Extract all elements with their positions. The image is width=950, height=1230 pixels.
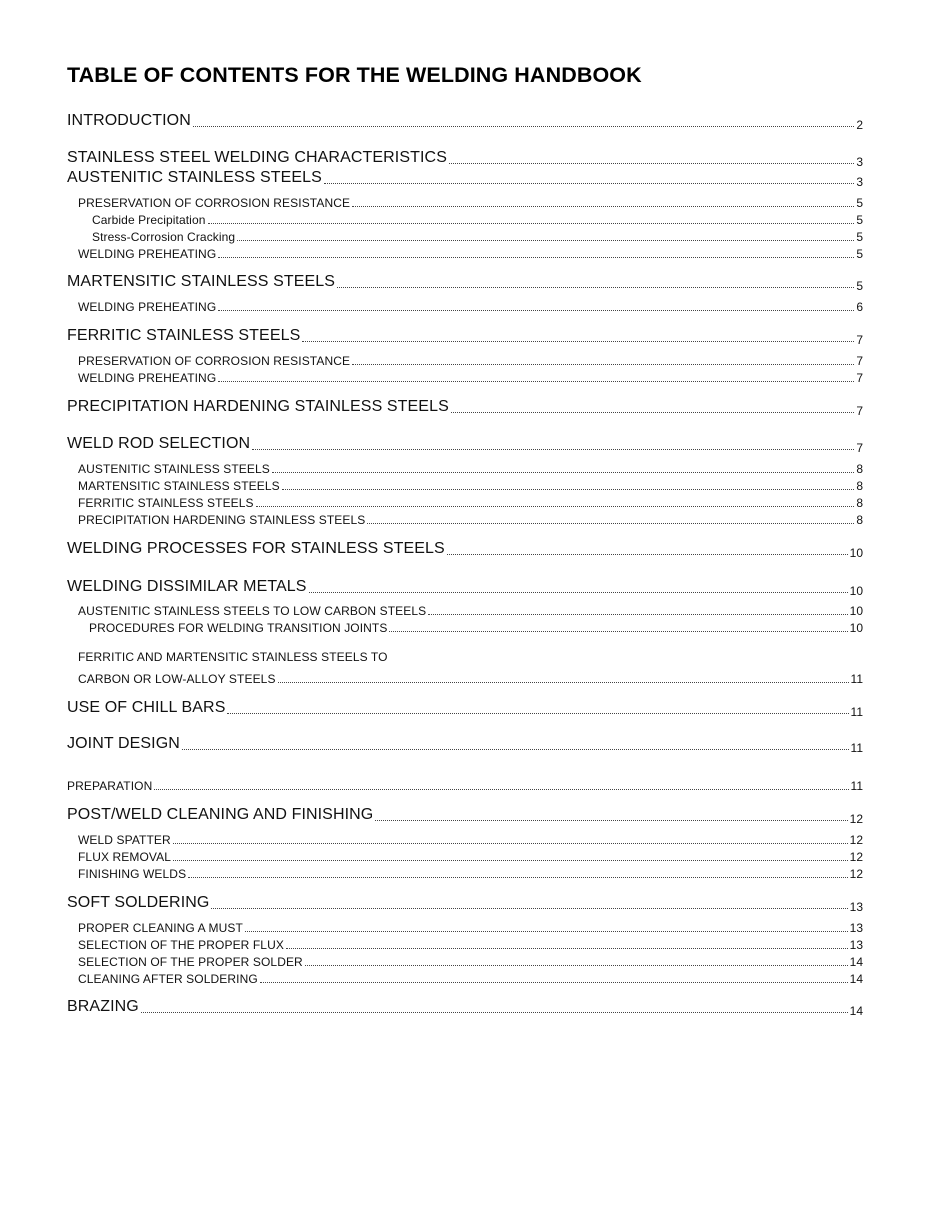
- page-title: TABLE OF CONTENTS FOR THE WELDING HANDBOOK: [67, 63, 642, 87]
- toc-entry-title: WELDING DISSIMILAR METALS: [67, 578, 307, 595]
- toc-leader-dots: [141, 1012, 848, 1013]
- toc-entry-page: 6: [856, 300, 863, 314]
- toc-entry-page: 5: [856, 230, 863, 244]
- toc-entry-title: FLUX REMOVAL: [78, 850, 171, 864]
- toc-entry-page: 11: [850, 705, 863, 719]
- toc-entry: [67, 892, 863, 912]
- toc-entry-title: WELD ROD SELECTION: [67, 435, 251, 452]
- toc-entry: [78, 365, 863, 385]
- toc-entry-title: PRECIPITATION HARDENING STAINLESS STEELS: [67, 398, 449, 415]
- toc-entry-page: 7: [856, 333, 863, 347]
- toc-entry-page: 12: [849, 867, 863, 881]
- toc-entry-title: MARTENSITIC STAINLESS STEELS: [78, 479, 280, 493]
- toc-entry-title: POST/WELD CLEANING AND FINISHING: [67, 806, 374, 823]
- toc-entry-title: CARBON OR LOW-ALLOY STEELS: [78, 672, 276, 686]
- toc-entry-title: Carbide Precipitation: [92, 213, 206, 227]
- toc-entry-page: 11: [850, 672, 863, 686]
- toc-entry: [78, 294, 863, 314]
- toc-entry-page: 12: [849, 850, 863, 864]
- toc-entry-page: 7: [856, 371, 863, 385]
- toc-entry-page: 8: [856, 462, 863, 476]
- toc-entry-title: PRESERVATION OF CORROSION RESISTANCE: [78, 196, 351, 210]
- toc-entry: [67, 804, 863, 824]
- toc-entry-page: 11: [850, 779, 863, 793]
- toc-leader-dots: [302, 341, 854, 342]
- toc-leader-dots: [188, 877, 847, 878]
- toc-leader-dots: [389, 631, 847, 632]
- toc-entry-title: AUSTENITIC STAINLESS STEELS TO LOW CARBON STEELS: [78, 604, 427, 618]
- toc-entry-title: AUSTENITIC STAINLESS STEELS: [78, 462, 270, 476]
- toc-entry-title: CLEANING AFTER SOLDERING: [78, 972, 258, 986]
- toc-leader-dots: [278, 682, 849, 683]
- toc-entry: [67, 110, 863, 130]
- toc-entry: [67, 996, 863, 1016]
- toc-leader-dots: [447, 554, 848, 555]
- toc-entry-page: 5: [856, 213, 863, 227]
- toc-entry-title: MARTENSITIC STAINLESS STEELS: [67, 273, 336, 290]
- toc-leader-dots: [324, 183, 854, 184]
- toc-entry: [67, 271, 863, 291]
- toc-entry-page: 13: [849, 900, 863, 914]
- toc-entry-page: 12: [849, 812, 863, 826]
- toc-leader-dots: [211, 908, 847, 909]
- toc-entry-title: PROCEDURES FOR WELDING TRANSITION JOINTS: [89, 621, 388, 635]
- toc-entry-page: 3: [856, 175, 863, 189]
- toc-entry: [67, 325, 863, 345]
- toc-entry-title: SELECTION OF THE PROPER FLUX: [78, 938, 284, 952]
- toc-entry-title: PRECIPITATION HARDENING STAINLESS STEELS: [78, 513, 366, 527]
- toc-entry: [67, 697, 863, 717]
- toc-entry: [67, 773, 863, 793]
- toc-entry-title: BRAZING: [67, 998, 139, 1015]
- toc-entry-title: PRESERVATION OF CORROSION RESISTANCE: [78, 354, 351, 368]
- toc-entry-page: 7: [856, 441, 863, 455]
- toc-entry: [67, 396, 863, 416]
- toc-leader-dots: [309, 592, 848, 593]
- toc-leader-dots: [182, 749, 849, 750]
- toc-entry-page: 12: [849, 833, 863, 847]
- toc-entry: [67, 167, 863, 187]
- toc-entry-page: 14: [849, 955, 863, 969]
- toc-entry-page: 10: [849, 546, 863, 560]
- toc-entry-title: PREPARATION: [67, 779, 153, 793]
- toc-entry-page: 8: [856, 479, 863, 493]
- toc-leader-dots: [449, 163, 854, 164]
- toc-leader-dots: [227, 713, 848, 714]
- toc-leader-dots: [367, 523, 854, 524]
- toc-entry-page: 7: [856, 354, 863, 368]
- toc-entry-title: WELDING PROCESSES FOR STAINLESS STEELS: [67, 540, 445, 557]
- toc-entry-page: 10: [849, 584, 863, 598]
- toc-entry: [67, 433, 863, 453]
- toc-leader-dots: [337, 287, 854, 288]
- toc-entry-title: FINISHING WELDS: [78, 867, 187, 881]
- toc-entry-page: 10: [849, 604, 863, 618]
- toc-entry: [78, 966, 863, 986]
- toc-entry: [78, 861, 863, 881]
- toc-leader-dots: [218, 381, 854, 382]
- toc-entry: [78, 666, 863, 686]
- toc-entry-title: FERRITIC STAINLESS STEELS: [78, 496, 254, 510]
- toc-entry-page: 3: [856, 155, 863, 169]
- toc-entry-title: INTRODUCTION: [67, 112, 191, 129]
- toc-entry-page: 13: [849, 921, 863, 935]
- toc-subheading-ferritic-martensitic: FERRITIC AND MARTENSITIC STAINLESS STEELS TO: [78, 650, 388, 664]
- toc-entry-title: SELECTION OF THE PROPER SOLDER: [78, 955, 303, 969]
- toc-entry-title: WELDING PREHEATING: [78, 300, 217, 314]
- toc-leader-dots: [375, 820, 847, 821]
- toc-entry: [78, 507, 863, 527]
- toc-entry-page: 5: [856, 196, 863, 210]
- toc-entry-title: FERRITIC STAINLESS STEELS: [67, 327, 301, 344]
- toc-leader-dots: [218, 257, 854, 258]
- toc-leader-dots: [154, 789, 848, 790]
- toc-entry: [67, 538, 863, 558]
- toc-entry-page: 7: [856, 404, 863, 418]
- toc-entry: [67, 733, 863, 753]
- toc-entry-title: USE OF CHILL BARS: [67, 699, 226, 716]
- toc-entry-title: JOINT DESIGN: [67, 735, 180, 752]
- toc-entry-page: 8: [856, 513, 863, 527]
- toc-entry-page: 11: [850, 741, 863, 755]
- toc-entry-title: WELDING PREHEATING: [78, 371, 217, 385]
- toc-entry-title: SOFT SOLDERING: [67, 894, 210, 911]
- toc-entry: [67, 147, 863, 167]
- toc-leader-dots: [260, 982, 848, 983]
- toc-entry-title: PROPER CLEANING A MUST: [78, 921, 243, 935]
- toc-entry-page: 14: [849, 972, 863, 986]
- toc-leader-dots: [451, 412, 854, 413]
- toc-entry: [78, 241, 863, 261]
- toc-entry-page: 8: [856, 496, 863, 510]
- toc-entry-page: 2: [856, 118, 863, 132]
- toc-leader-dots: [193, 126, 854, 127]
- toc-entry-page: 10: [849, 621, 863, 635]
- toc-entry-page: 5: [856, 279, 863, 293]
- toc-entry-title: WELD SPATTER: [78, 833, 171, 847]
- toc-entry-page: 14: [849, 1004, 863, 1018]
- toc-entry-title: AUSTENITIC STAINLESS STEELS: [67, 169, 322, 186]
- toc-leader-dots: [252, 449, 854, 450]
- toc-entry-title: Stress-Corrosion Cracking: [92, 230, 236, 244]
- toc-entry-page: 13: [849, 938, 863, 952]
- toc-leader-dots: [218, 310, 854, 311]
- toc-entry: [67, 576, 863, 596]
- toc-entry-title: WELDING PREHEATING: [78, 247, 217, 261]
- toc-entry-page: 5: [856, 247, 863, 261]
- toc-entry-title: STAINLESS STEEL WELDING CHARACTERISTICS: [67, 149, 447, 166]
- toc-entry: [89, 615, 863, 635]
